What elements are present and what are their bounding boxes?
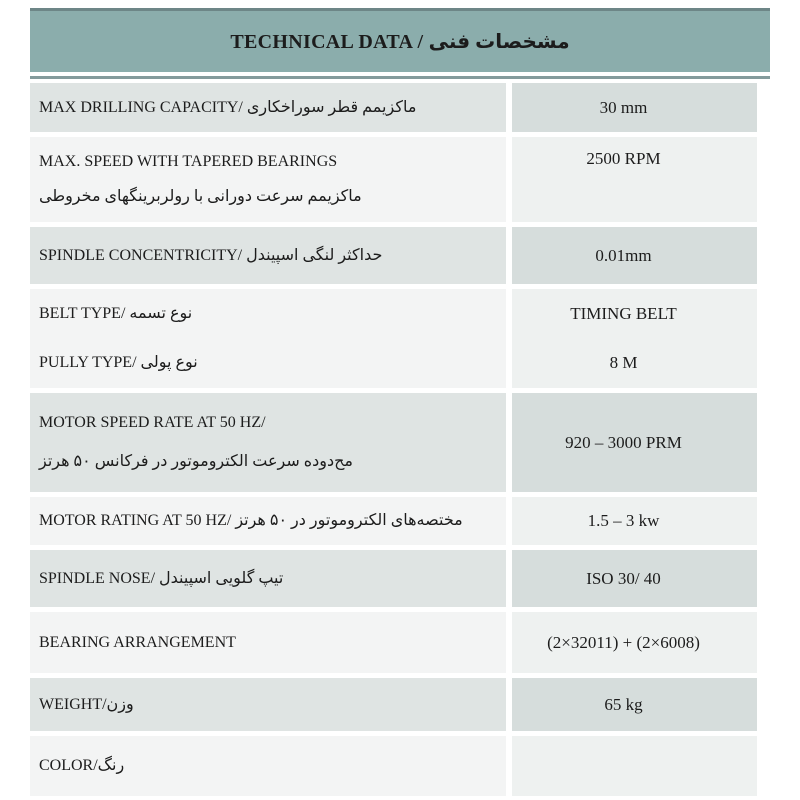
- spec-label-cell: [30, 289, 506, 339]
- spec-label-cell: [30, 227, 506, 284]
- table-title: TECHNICAL DATA / مشخصات فنی: [230, 31, 570, 53]
- spec-value-cell: (2×32011) + (2×6008): [512, 612, 757, 673]
- spec-label-cell: [30, 339, 506, 389]
- spec-value-cell: 30 mm: [512, 83, 757, 132]
- spec-label-cell: [30, 137, 506, 222]
- table-row: [30, 612, 757, 673]
- spec-label-cell: [30, 393, 506, 492]
- spec-label-cell: [30, 550, 506, 607]
- spec-value-cell: 8 M: [512, 339, 757, 389]
- spec-label-text: MOTOR SPEED RATE AT 50 HZ/: [39, 413, 266, 431]
- table-header: [30, 11, 770, 72]
- spec-value-cell: TIMING BELT: [512, 289, 757, 339]
- spec-value-cell: [512, 736, 757, 796]
- table-row: [30, 83, 757, 132]
- spec-label-text: SPINDLE NOSE/ تیپ گلویی اسپیندل: [39, 569, 284, 587]
- table-row: [30, 289, 757, 388]
- spec-label-text: COLOR/رنگ: [39, 757, 125, 774]
- spec-table-body: [30, 83, 757, 796]
- spec-value-cell: 2500 RPM: [512, 137, 757, 222]
- spec-label-cell: [30, 678, 506, 731]
- spec-label-text: MAX. SPEED WITH TAPERED BEARINGS: [39, 153, 338, 170]
- spec-label-text: ماکزیمم سرعت دورانی با رولربرینگهای مخروطی: [39, 188, 362, 205]
- spec-label-cell: [30, 83, 506, 132]
- table-row: [30, 393, 757, 492]
- technical-data-sheet: [30, 8, 770, 796]
- spec-value-cell: 0.01mm: [512, 227, 757, 284]
- spec-label-text: PULLY TYPE/ نوع پولی: [39, 354, 198, 372]
- table-row: [30, 678, 757, 731]
- spec-label-text: MOTOR RATING AT 50 HZ/ مختصه‌های الکتروموتور در ۵۰ هرتز: [39, 512, 463, 529]
- spec-label-text: SPINDLE CONCENTRICITY/ حداکثر لنگی اسپیندل: [39, 246, 383, 264]
- table-row: [30, 137, 757, 222]
- table-row: [30, 550, 757, 607]
- spec-label-text: BELT TYPE/ نوع تسمه: [39, 304, 193, 322]
- spec-label-text: MAX DRILLING CAPACITY/ ماکزیمم قطر سوراخکاری: [39, 98, 417, 116]
- spec-value-cell: ISO 30/ 40: [512, 550, 757, 607]
- spec-label-text: مح‌دوده سرعت الکتروموتور در فرکانس ۵۰ هرتز: [39, 453, 353, 471]
- table-row: [30, 497, 757, 545]
- spec-label-text: BEARING ARRANGEMENT: [39, 633, 236, 651]
- spec-label-cell: [30, 736, 506, 796]
- spec-value-cell: 65 kg: [512, 678, 757, 731]
- spec-value-cell: 1.5 – 3 kw: [512, 497, 757, 545]
- table-row: [30, 227, 757, 284]
- table-row: [30, 736, 757, 796]
- spec-value-cell: 920 – 3000 PRM: [512, 393, 757, 492]
- spec-label-cell: [30, 612, 506, 673]
- spec-label-cell: [30, 497, 506, 545]
- spec-label-text: WEIGHT/وزن: [39, 695, 134, 713]
- header-underline: [30, 76, 770, 79]
